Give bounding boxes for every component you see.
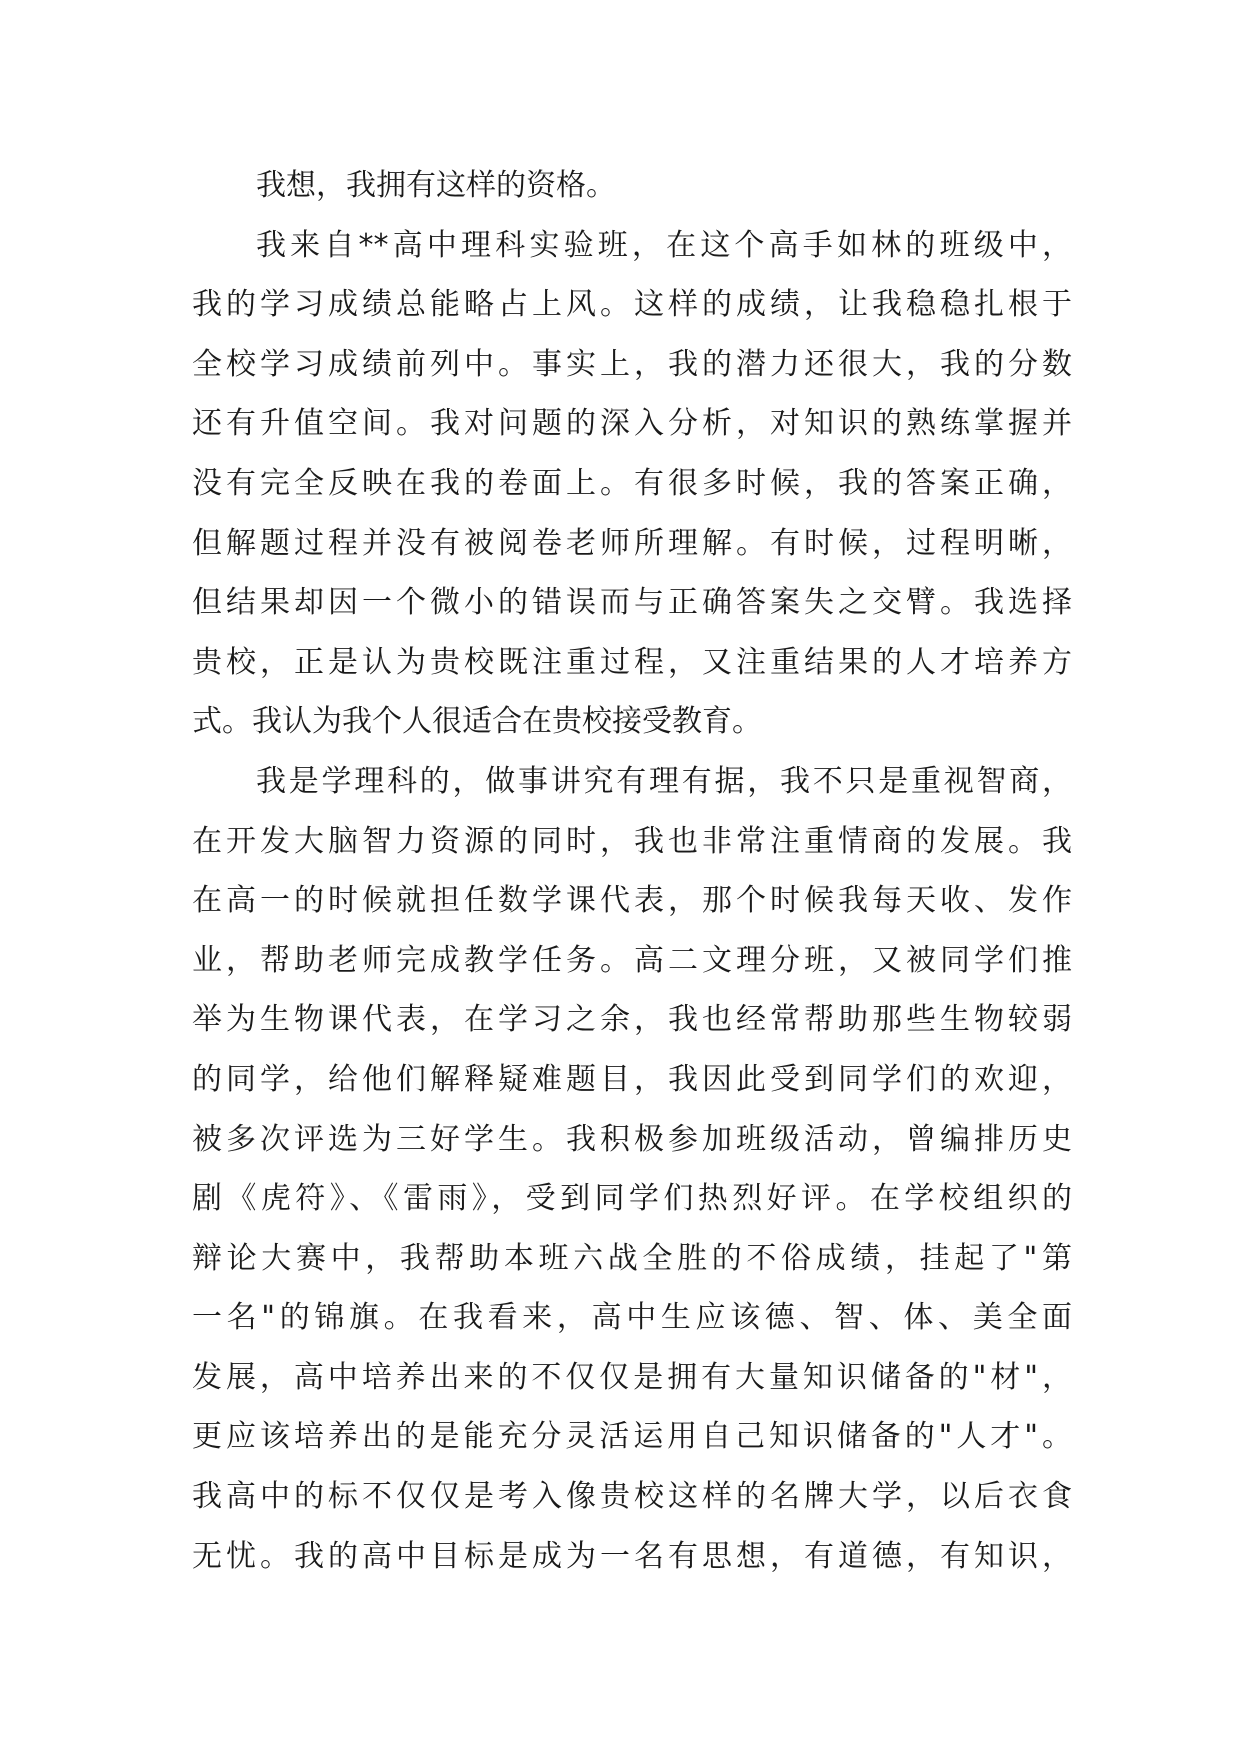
- paragraph-2-line-6: 但解题过程并没有被阅卷老师所理解。有时候，过程明晰，: [192, 525, 1072, 561]
- paragraph-2-line-2: 我的学习成绩总能略占上风。这样的成绩，让我稳稳扎根于: [192, 287, 1072, 323]
- paragraph-3-line-8: 剧《虎符》、《雷雨》，受到同学们热烈好评。在学校组织的: [192, 1181, 1072, 1217]
- paragraph-2-line-7: 但结果却因一个微小的错误而与正确答案失之交臂。我选择: [192, 585, 1072, 621]
- paragraph-3-line-13: 我高中的标不仅仅是考入像贵校这样的名牌大学，以后衣食: [192, 1479, 1072, 1515]
- paragraph-3-line-12: 更应该培养出的是能充分灵活运用自己知识储备的"人才"。: [192, 1419, 1072, 1455]
- paragraph-3-line-11: 发展，高中培养出来的不仅仅是拥有大量知识储备的"材"，: [192, 1359, 1072, 1395]
- paragraph-2-line-9: 式。我认为我个人很适合在贵校接受教育。: [192, 704, 762, 740]
- paragraph-3-line-6: 的同学，给他们解释疑难题目，我因此受到同学们的欢迎，: [192, 1061, 1072, 1097]
- paragraph-3-line-7: 被多次评选为三好学生。我积极参加班级活动，曾编排历史: [192, 1121, 1072, 1157]
- paragraph-2-line-3: 全校学习成绩前列中。事实上，我的潜力还很大，我的分数: [192, 346, 1072, 382]
- paragraph-2-line-4: 还有升值空间。我对问题的深入分析，对知识的熟练掌握并: [192, 406, 1072, 442]
- paragraph-3-line-9: 辩论大赛中，我帮助本班六战全胜的不俗成绩，挂起了"第: [192, 1240, 1072, 1276]
- paragraph-2-line-8: 贵校，正是认为贵校既注重过程，又注重结果的人才培养方: [192, 644, 1072, 680]
- paragraph-2-line-5: 没有完全反映在我的卷面上。有很多时候，我的答案正确，: [192, 465, 1072, 501]
- paragraph-3-line-14: 无忧。我的高中目标是成为一名有思想，有道德，有知识，: [192, 1538, 1072, 1574]
- paragraph-3-line-10: 一名"的锦旗。在我看来，高中生应该德、智、体、美全面: [192, 1300, 1072, 1336]
- paragraph-1-line-1: 我想，我拥有这样的资格。: [256, 168, 616, 203]
- paragraph-3-line-4: 业，帮助老师完成教学任务。高二文理分班，又被同学们推: [192, 942, 1072, 978]
- paragraph-2-line-1: 我来自**高中理科实验班，在这个高手如林的班级中，: [256, 227, 1072, 263]
- paragraph-3-line-1: 我是学理科的，做事讲究有理有据，我不只是重视智商，: [256, 763, 1072, 799]
- paragraph-3-line-3: 在高一的时候就担任数学课代表，那个时候我每天收、发作: [192, 883, 1072, 919]
- paragraph-3-line-2: 在开发大脑智力资源的同时，我也非常注重情商的发展。我: [192, 823, 1072, 859]
- paragraph-3-line-5: 举为生物课代表，在学习之余，我也经常帮助那些生物较弱: [192, 1002, 1072, 1038]
- body-text: [192, 156, 1072, 1586]
